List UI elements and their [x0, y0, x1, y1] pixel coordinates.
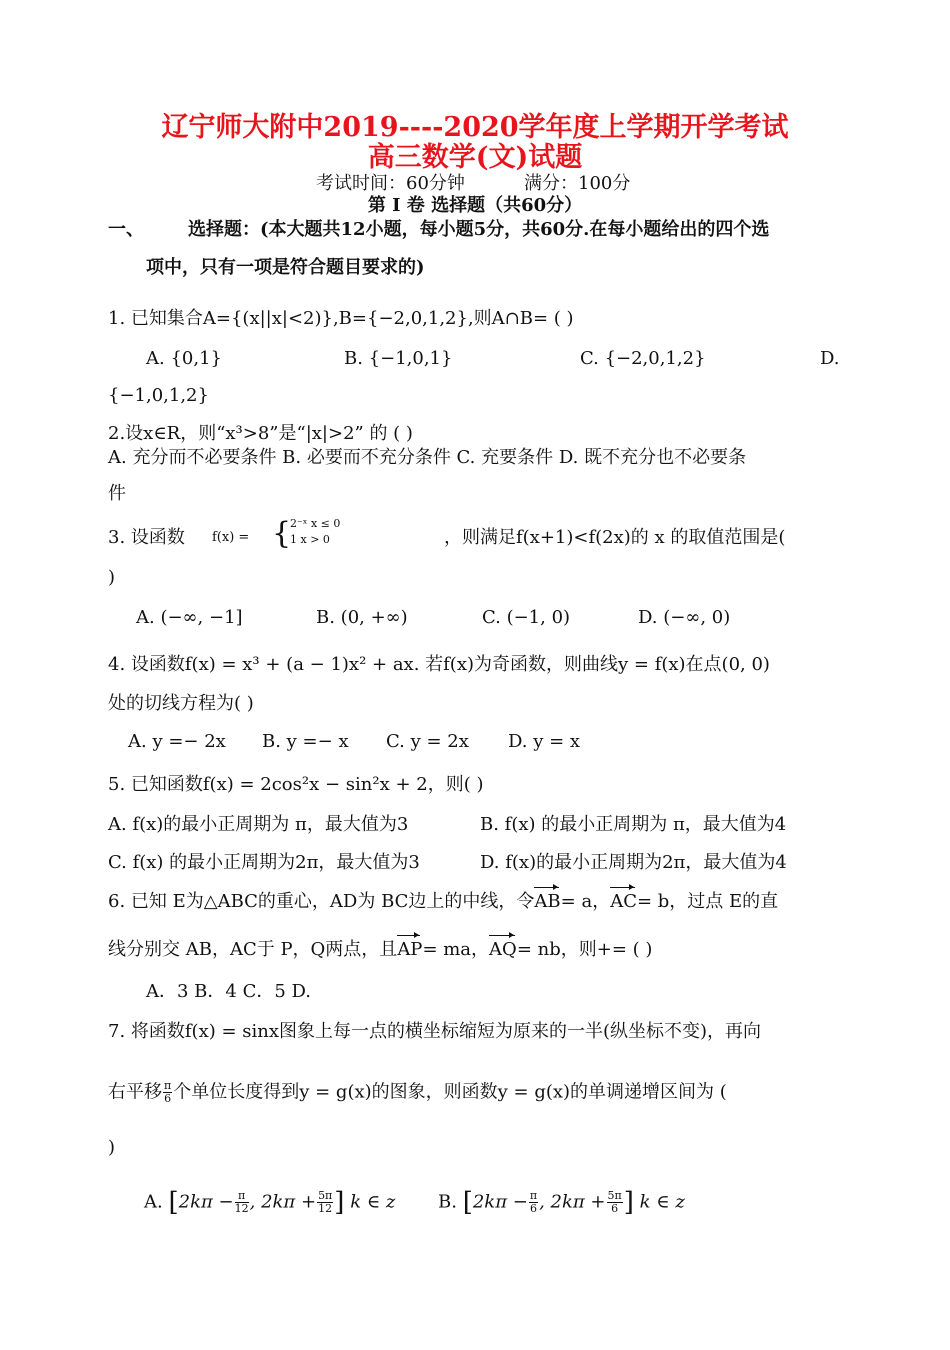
- question-6-cont-mid: = ma，: [422, 939, 490, 960]
- part-heading: 第 I 卷 选择题（共60分）: [367, 195, 583, 216]
- question-7-continuation-2: ): [108, 1137, 116, 1158]
- question-2-continuation: 件: [108, 483, 126, 504]
- question-1-option-a: A. {0,1}: [146, 348, 222, 369]
- question-3-case-1: 2⁻ˣ x ≤ 0: [290, 517, 341, 530]
- question-5-option-a: A. f(x)的最小正周期为 π，最大值为3: [108, 814, 409, 835]
- question-6-stem: [108, 890, 778, 914]
- option-a-left: 2kπ −: [178, 1191, 234, 1213]
- question-3-tail: ，则满足f(x+1)<f(2x)的 x 的取值范围是(: [444, 527, 786, 548]
- fraction-a-2: $\frac{5\pi}{12}$: [318, 1189, 333, 1215]
- question-4-option-d: D. y = x: [508, 731, 581, 752]
- vector-ac: AC: [610, 891, 637, 912]
- question-1-option-d: D.: [820, 348, 840, 369]
- question-4-stem: 4. 设函数f(x) = x³ + (a − 1)x² + ax. 若f(x)为奇函数，则曲线y = f(x)在点(0, 0): [108, 654, 770, 675]
- exam-title-line2: 高三数学(文)试题: [367, 142, 583, 173]
- question-3-case-2: 1 x > 0: [290, 533, 330, 546]
- fraction-b-1: $\frac{\pi}{6}$: [529, 1189, 538, 1215]
- question-7-option-a: [144, 1187, 396, 1218]
- left-bracket: [: [462, 1187, 473, 1218]
- question-5-option-b: B. f(x) 的最小正周期为 π，最大值为4: [480, 814, 787, 835]
- section-number: 一、: [108, 219, 144, 240]
- option-b-label: B.: [438, 1191, 457, 1213]
- fraction-a-1: $\frac{\pi}{12}$: [234, 1189, 249, 1215]
- question-4-option-b: B. y =− x: [262, 731, 349, 752]
- question-7-stem: 7. 将函数f(x) = sinx图象上每一点的横坐标缩短为原来的一半(纵坐标不变)，再向: [108, 1021, 762, 1042]
- question-1-option-c: C. {−2,0,1,2}: [580, 348, 706, 369]
- exam-time: 考试时间：60分钟: [316, 173, 465, 194]
- question-4-continuation: 处的切线方程为( ): [108, 693, 254, 714]
- question-7-cont-pre: 右平移: [108, 1081, 162, 1103]
- left-bracket: [: [168, 1187, 179, 1218]
- question-3-brace: {: [272, 516, 292, 551]
- question-5-option-c: C. f(x) 的最小正周期为2π，最大值为3: [108, 852, 420, 873]
- question-3-option-c: C. (−1, 0): [482, 607, 571, 628]
- question-3-lead: 3. 设函数: [108, 527, 185, 548]
- question-5-option-d: D. f(x)的最小正周期为2π，最大值为4: [480, 852, 787, 873]
- question-6-options: A．3 B．4 C．5 D.: [146, 981, 312, 1002]
- question-6-stem-post: = b，过点 E的直: [636, 891, 779, 912]
- option-b-right: k ∈ z: [639, 1191, 685, 1213]
- question-1-stem: 1. 已知集合A={(x||x|<2)},B={−2,0,1,2},则A∩B= ( ): [108, 308, 574, 329]
- question-2-options: A. 充分而不必要条件 B. 必要而不充分条件 C. 充要条件 D. 既不充分也不必要条: [108, 447, 747, 468]
- question-1-option-b: B. {−1,0,1}: [344, 348, 453, 369]
- option-a-label: A.: [144, 1191, 163, 1213]
- option-b-left: 2kπ −: [472, 1191, 528, 1213]
- option-a-right: k ∈ z: [350, 1191, 396, 1213]
- question-1-option-d-value: {−1,0,1,2}: [108, 385, 209, 406]
- question-7-option-b: [438, 1187, 685, 1218]
- option-a-mid: , 2kπ +: [249, 1191, 317, 1213]
- question-3-option-a: A. (−∞, −1]: [136, 607, 243, 628]
- question-3-function: f(x) =: [212, 530, 250, 545]
- vector-ap: AP: [397, 939, 423, 960]
- question-4-option-c: C. y = 2x: [386, 731, 469, 752]
- question-6-stem-pre: 6. 已知 E为△ABC的重心，AD为 BC边上的中线，令: [108, 891, 535, 912]
- question-3-option-b: B. (0, +∞): [316, 607, 408, 628]
- vector-aq: AQ: [489, 939, 517, 960]
- question-3-continuation: ): [108, 567, 116, 588]
- question-6-stem-mid: = a，: [560, 891, 611, 912]
- section-heading-b: 项中，只有一项是符合题目要求的): [146, 257, 425, 278]
- question-3-option-d: D. (−∞, 0): [638, 607, 731, 628]
- fraction-b-2: $\frac{5\pi}{6}$: [607, 1189, 622, 1215]
- section-heading-a: 选择题：(本大题共12小题，每小题5分，共60分.在每小题给出的四个选: [188, 219, 770, 240]
- question-4-option-a: A. y =− 2x: [128, 731, 226, 752]
- question-2-stem: 2.设x∈R，则“x³>8”是“|x|>2” 的 ( ): [108, 423, 413, 444]
- question-7-continuation: [108, 1080, 727, 1105]
- option-b-mid: , 2kπ +: [539, 1191, 606, 1213]
- exam-title-line1: 辽宁师大附中2019----2020学年度上学期开学考试: [161, 112, 789, 143]
- question-6-cont-post: = nb，则+= ( ): [516, 939, 653, 960]
- question-7-cont-post: 个单位长度得到y = g(x)的图象，则函数y = g(x)的单调递增区间为 (: [173, 1081, 727, 1103]
- question-6-cont-pre: 线分别交 AB，AC于 P，Q两点，且: [108, 939, 398, 960]
- question-6-continuation: [108, 938, 652, 962]
- right-bracket: ]: [623, 1187, 634, 1218]
- question-5-stem: 5. 已知函数f(x) = 2cos²x − sin²x + 2，则( ): [108, 774, 484, 795]
- fraction-pi-over-6: $\frac{\pi}{6}$: [164, 1079, 172, 1105]
- right-bracket: ]: [334, 1187, 345, 1218]
- full-score: 满分：100分: [524, 173, 631, 194]
- vector-ab: AB: [534, 891, 561, 912]
